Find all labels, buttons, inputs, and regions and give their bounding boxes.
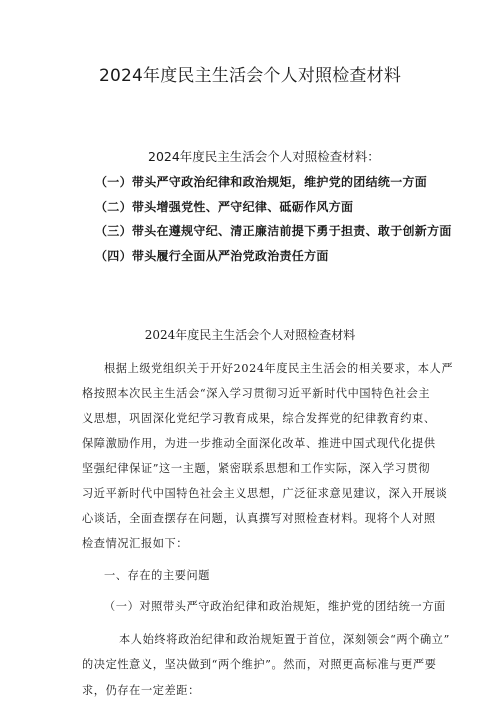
paragraph-line: 求，仍存在一定差距： — [82, 684, 200, 697]
toc-item: （三）带头在遵规守纪、清正廉洁前提下勇于担责、敢于创新方面 — [95, 224, 452, 238]
paragraph-line: 检查情况汇报如下： — [82, 537, 189, 550]
paragraph-line: 心谈话，全面查摆存在问题，认真撰写对照检查材料。现将个人对照 — [82, 512, 436, 525]
paragraph-line: 的决定性意义，坚决做到“两个维护”。然而，对照更高标准与更严要 — [82, 658, 437, 671]
paragraph-line: 根据上级党组织关于开好2024年度民主生活会的相关要求，本人严 — [104, 362, 454, 375]
body-title: 2024年度民主生活会个人对照检查材料 — [144, 328, 356, 342]
toc-heading: 2024年度民主生活会个人对照检查材料： — [148, 149, 380, 164]
paragraph-line: 坚强纪律保证”这一主题，紧密联系思想和工作实际，深入学习贯彻 — [82, 462, 431, 475]
toc-item: （二）带头增强党性、严守纪律、砥砺作风方面 — [95, 200, 354, 214]
paragraph-line: 义思想，巩固深化党纪学习教育成果，综合发挥党的纪律教育约束、 — [82, 412, 436, 425]
paragraph-line: 保障激励作用，为进一步推动全面深化改革、推进中国式现代化提供 — [82, 437, 436, 450]
paragraph-line: 格按照本次民主生活会“深入学习贯彻习近平新时代中国特色社会主 — [82, 387, 431, 400]
document-title: 2024年度民主生活会个人对照检查材料 — [98, 66, 402, 86]
toc-item: （四）带头履行全面从严治党政治责任方面 — [95, 249, 329, 263]
paragraph-line: 本人始终将政治纪律和政治规矩置于首位，深刻领会“两个确立” — [119, 633, 450, 646]
section-heading: 一、存在的主要问题 — [104, 569, 211, 582]
subsection-heading: （一）对照带头严守政治纪律和政治规矩，维护党的团结统一方面 — [104, 600, 446, 613]
paragraph-line: 习近平新时代中国特色社会主义思想，广泛征求意见建议，深入开展谈 — [82, 487, 448, 500]
toc-item: （一）带头严守政治纪律和政治规矩，维护党的团结统一方面 — [95, 175, 428, 189]
